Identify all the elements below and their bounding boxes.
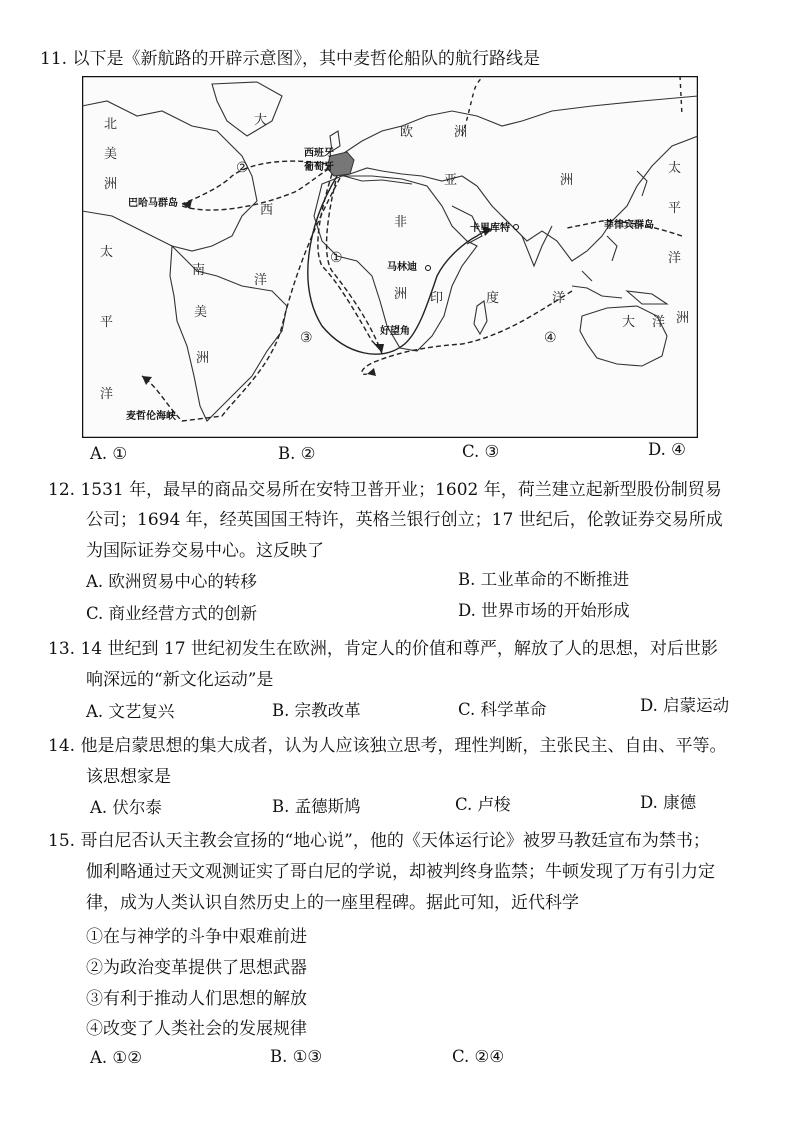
map-label: 洲: [676, 311, 690, 326]
q11-option-c: C. ③: [462, 442, 500, 461]
q14-stem-line-1: 14. 他是启蒙思想的集大成者，认为人应该独立思考，理性判断，主张民主、自由、平等。: [48, 736, 727, 756]
q15-stem-line-3: 律，成为人类认识自然历史上的一座里程碑。据此可知，近代科学: [86, 893, 579, 913]
map-label: 美: [104, 147, 118, 162]
q13-stem-line-2: 响深远的“新文化运动”是: [86, 670, 274, 690]
q14-option-d: D. 康德: [640, 793, 697, 812]
route-mark-4: ④: [544, 330, 557, 346]
q13-option-b: B. 宗教改革: [272, 701, 361, 720]
map-label: 平: [668, 201, 682, 216]
map-label: 洲: [560, 173, 574, 188]
q12-option-d: D. 世界市场的开始形成: [458, 601, 630, 620]
q12-option-a: A. 欧洲贸易中心的转移: [86, 572, 257, 591]
q11-option-a: A. ①: [90, 444, 128, 463]
route-mark-2: ②: [236, 160, 249, 176]
place-cape: 好望角: [380, 326, 410, 337]
q11-option-d: D. ④: [648, 440, 686, 459]
place-portugal: 葡萄牙: [304, 162, 334, 173]
q12-stem-line-1: 12. 1531 年，最早的商品交易所在安特卫普开业；1602 年，荷兰建立起新型股份制贸易: [48, 480, 722, 500]
map-label: 大: [254, 113, 268, 128]
q13-option-a: A. 文艺复兴: [86, 702, 175, 721]
q11-stem: 11. 以下是《新航路的开辟示意图》，其中麦哲伦船队的航行路线是: [40, 49, 540, 69]
map-label: 洋: [254, 273, 268, 288]
map-label: 西: [260, 203, 274, 218]
map-label: 太: [100, 245, 114, 260]
map-label: 太: [668, 161, 682, 176]
q15-stem-line-1: 15. 哥白尼否认天主教会宣扬的“地心说”，他的《天体运行论》被罗马教廷宣布为禁书；: [48, 831, 710, 851]
place-spain: 西班牙: [304, 148, 334, 159]
q14-option-a: A. 伏尔泰: [90, 798, 162, 817]
map-label: 亚: [444, 173, 458, 188]
route-mark-1: ①: [330, 250, 343, 266]
q15-statement-4: ④改变了人类社会的发展规律: [86, 1019, 307, 1039]
q13-option-c: C. 科学革命: [458, 700, 547, 719]
map-label: 洲: [394, 287, 408, 302]
q12-stem-line-3: 为国际证券交易中心。这反映了: [86, 541, 324, 561]
map-label: 平: [100, 315, 114, 330]
place-philippines: 菲律宾群岛: [604, 220, 654, 231]
place-malindi: 马林迪: [387, 262, 417, 273]
q15-statement-3: ③有利于推动人们思想的解放: [86, 989, 307, 1009]
q13-option-d: D. 启蒙运动: [640, 696, 730, 715]
route-mark-3: ③: [300, 330, 313, 346]
map-label: 欧: [400, 125, 414, 140]
map-label: 洲: [454, 125, 468, 140]
map-label: 印: [430, 291, 444, 306]
q12-option-c: C. 商业经营方式的创新: [86, 604, 258, 623]
q14-option-b: B. 孟德斯鸠: [272, 797, 361, 816]
place-calicut: 卡里库特: [470, 223, 510, 234]
map-label: 洲: [104, 177, 118, 192]
new-sea-routes-map: [82, 76, 698, 438]
map-label: 北: [104, 117, 118, 132]
map-label: 大: [622, 315, 636, 330]
place-bahamas: 巴哈马群岛: [128, 198, 178, 209]
map-label: 度: [486, 291, 500, 306]
q14-stem-line-2: 该思想家是: [86, 767, 171, 787]
map-label: 洋: [552, 291, 566, 306]
q15-option-a: A. ①②: [90, 1048, 142, 1067]
map-label: 洋: [668, 251, 682, 266]
q14-option-c: C. 卢梭: [455, 795, 511, 814]
q12-stem-line-2: 公司；1694 年，经英国国王特许，英格兰银行创立；17 世纪后，伦敦证券交易所成: [86, 510, 723, 530]
map-label: 美: [194, 305, 208, 320]
map-label: 洲: [196, 351, 210, 366]
q12-option-b: B. 工业革命的不断推进: [458, 570, 630, 589]
q15-option-b: B. ①③: [270, 1047, 323, 1066]
q15-statement-1: ①在与神学的斗争中艰难前进: [86, 927, 307, 947]
q13-stem-line-1: 13. 14 世纪到 17 世纪初发生在欧洲，肯定人的价值和尊严，解放了人的思想，对后世影: [48, 639, 718, 659]
map-label: 南: [192, 263, 206, 278]
q15-option-c: C. ②④: [452, 1047, 505, 1066]
q15-statement-2: ②为政治变革提供了思想武器: [86, 958, 307, 978]
map-label: 洋: [100, 387, 114, 402]
place-magellan-strait: 麦哲伦海峡: [126, 411, 176, 422]
map-label: 非: [394, 215, 408, 230]
q15-stem-line-2: 伽利略通过天文观测证实了哥白尼的学说，却被判终身监禁；牛顿发现了万有引力定: [86, 862, 715, 882]
q11-option-b: B. ②: [278, 444, 316, 463]
map-label: 洋: [652, 315, 666, 330]
